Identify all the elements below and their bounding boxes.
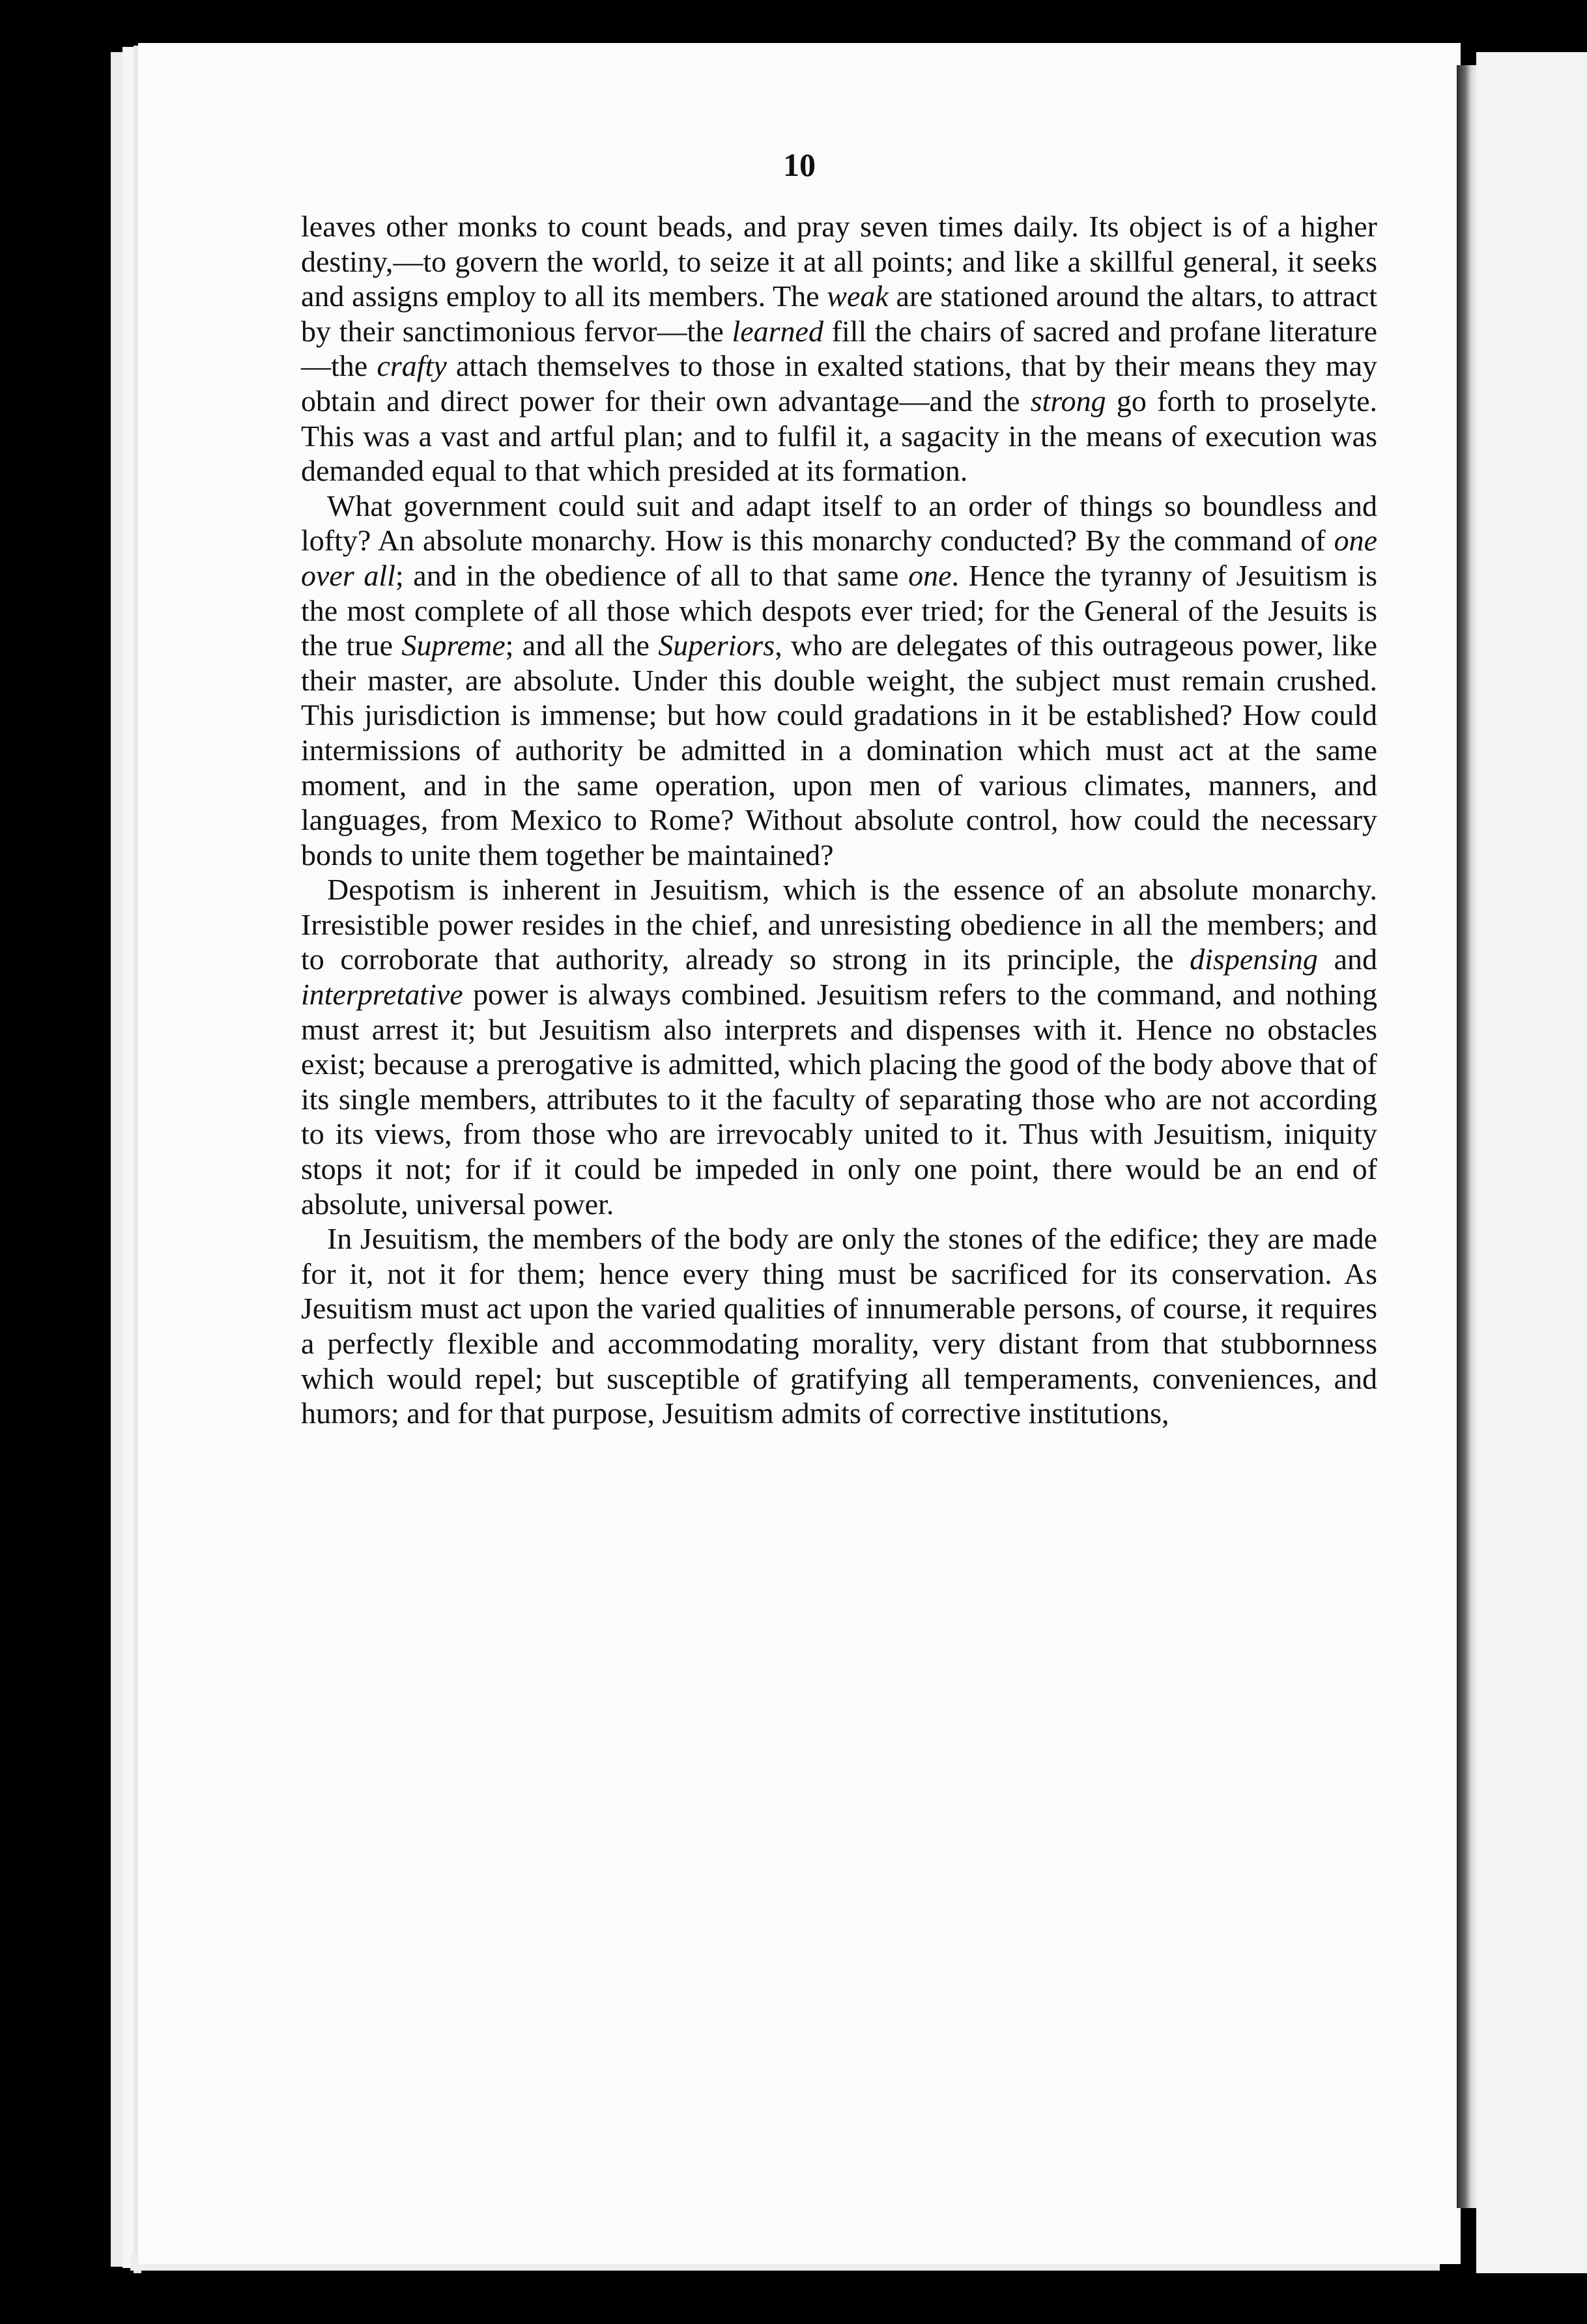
italic-text: one over all [301, 524, 1377, 592]
text-run: fill the chairs of sacred and profane literature—the [301, 314, 1377, 383]
facing-page [1476, 52, 1587, 2273]
italic-text: one [908, 558, 952, 592]
page-number: 10 [783, 147, 816, 183]
body-text [301, 209, 1377, 1431]
italic-text: weak [827, 279, 889, 313]
italic-text: strong [1030, 384, 1106, 418]
italic-text: Superiors [658, 629, 775, 662]
text-run: , who are delegates of this outrageous power, like their master, are absolute. Under this double weight, the subject must remain crushed. This jurisdiction is immense; but how could gradations in it be established? How could intermissions of authority be admitted in a domination which must act at the same moment, and in the same operation, upon men of various climates, manners, and languages, from Mexico to Rome? Without absolute control, how could the necessary bonds to unite them together be maintained? [301, 629, 1377, 872]
page-edge [111, 52, 124, 2267]
text-run: In Jesuitism, the members of the body are only the stones of the edifice; they are made for it, not it for them; hence every thing must be sacrificed for its conservation. As Jesuitism must act upon the varied qualities of innumerable persons, of course, it requires a perfectly flexible and accommodating morality, very distant from that stubbornness which would repel; but susceptible of gratifying all temperaments, conveniences, and humors; and for that purpose, Jesuitism admits of corrective institutions, [301, 1222, 1377, 1430]
italic-text: interpretative [301, 978, 463, 1012]
text-run: ; and all the [505, 629, 659, 662]
text-run: Despotism is inherent in Jesuitism, which is the essence of an absolute monarchy. Irresistible power resides in the chief, and unresisting obedience in all the members; and to corroborate that authority, already so strong in its principle, the [301, 873, 1377, 976]
book-binding [1457, 65, 1478, 2208]
text-run: are stationed around the altars, to attract by their sanctimonious fervor—the [301, 279, 1377, 348]
text-run: What government could suit and adapt itself to an order of things so boundless and lofty? An absolute monarchy. How is this monarchy conducted? By the command of [301, 489, 1377, 558]
text-run: and [1317, 942, 1377, 976]
text-run: leaves other monks to count beads, and pray seven times daily. Its object is of a higher destiny,—to govern the world, to seize it at all points; and like a skillful general, it seeks and assigns employ to all its members. The [301, 210, 1377, 313]
paragraph [301, 1221, 1377, 1431]
italic-text: Supreme [401, 629, 506, 662]
paragraph [301, 872, 1377, 1221]
text-run: ; and in the obedience of all to that same [395, 558, 909, 592]
text-run: go forth to proselyte. This was a vast and artful plan; and to fulfil it, a sagacity in the means of execution was demanded equal to that which presided at its formation. [301, 384, 1378, 488]
text-run: attach themselves to those in exalted stations, that by their means they may obtain and direct power for their own advantage—and the [301, 349, 1377, 418]
paragraph [301, 209, 1377, 489]
italic-text: dispensing [1190, 942, 1318, 976]
book-page [138, 43, 1461, 2264]
text-run: power is always combined. Jesuitism refers to the command, and nothing must arrest it; but Jesuitism also interprets and dispenses with it. Hence no obstacles exist; because a prerogative is admitted, which placing the good of the body above that of its single members, attributes to it the faculty of separating those who are not according to its views, from those who are irrevocably united to it. Thus with Jesuitism, iniquity stops it not; for if it could be impeded in only one point, there would be an end of absolute, universal power. [301, 978, 1377, 1221]
text-run: . Hence the tyranny of Jesuitism is the most complete of all those which despots ever tried; for the General of the Jesuits is the true [301, 558, 1378, 662]
paragraph [301, 489, 1377, 873]
italic-text: crafty [377, 349, 447, 383]
italic-text: learned [732, 314, 823, 348]
